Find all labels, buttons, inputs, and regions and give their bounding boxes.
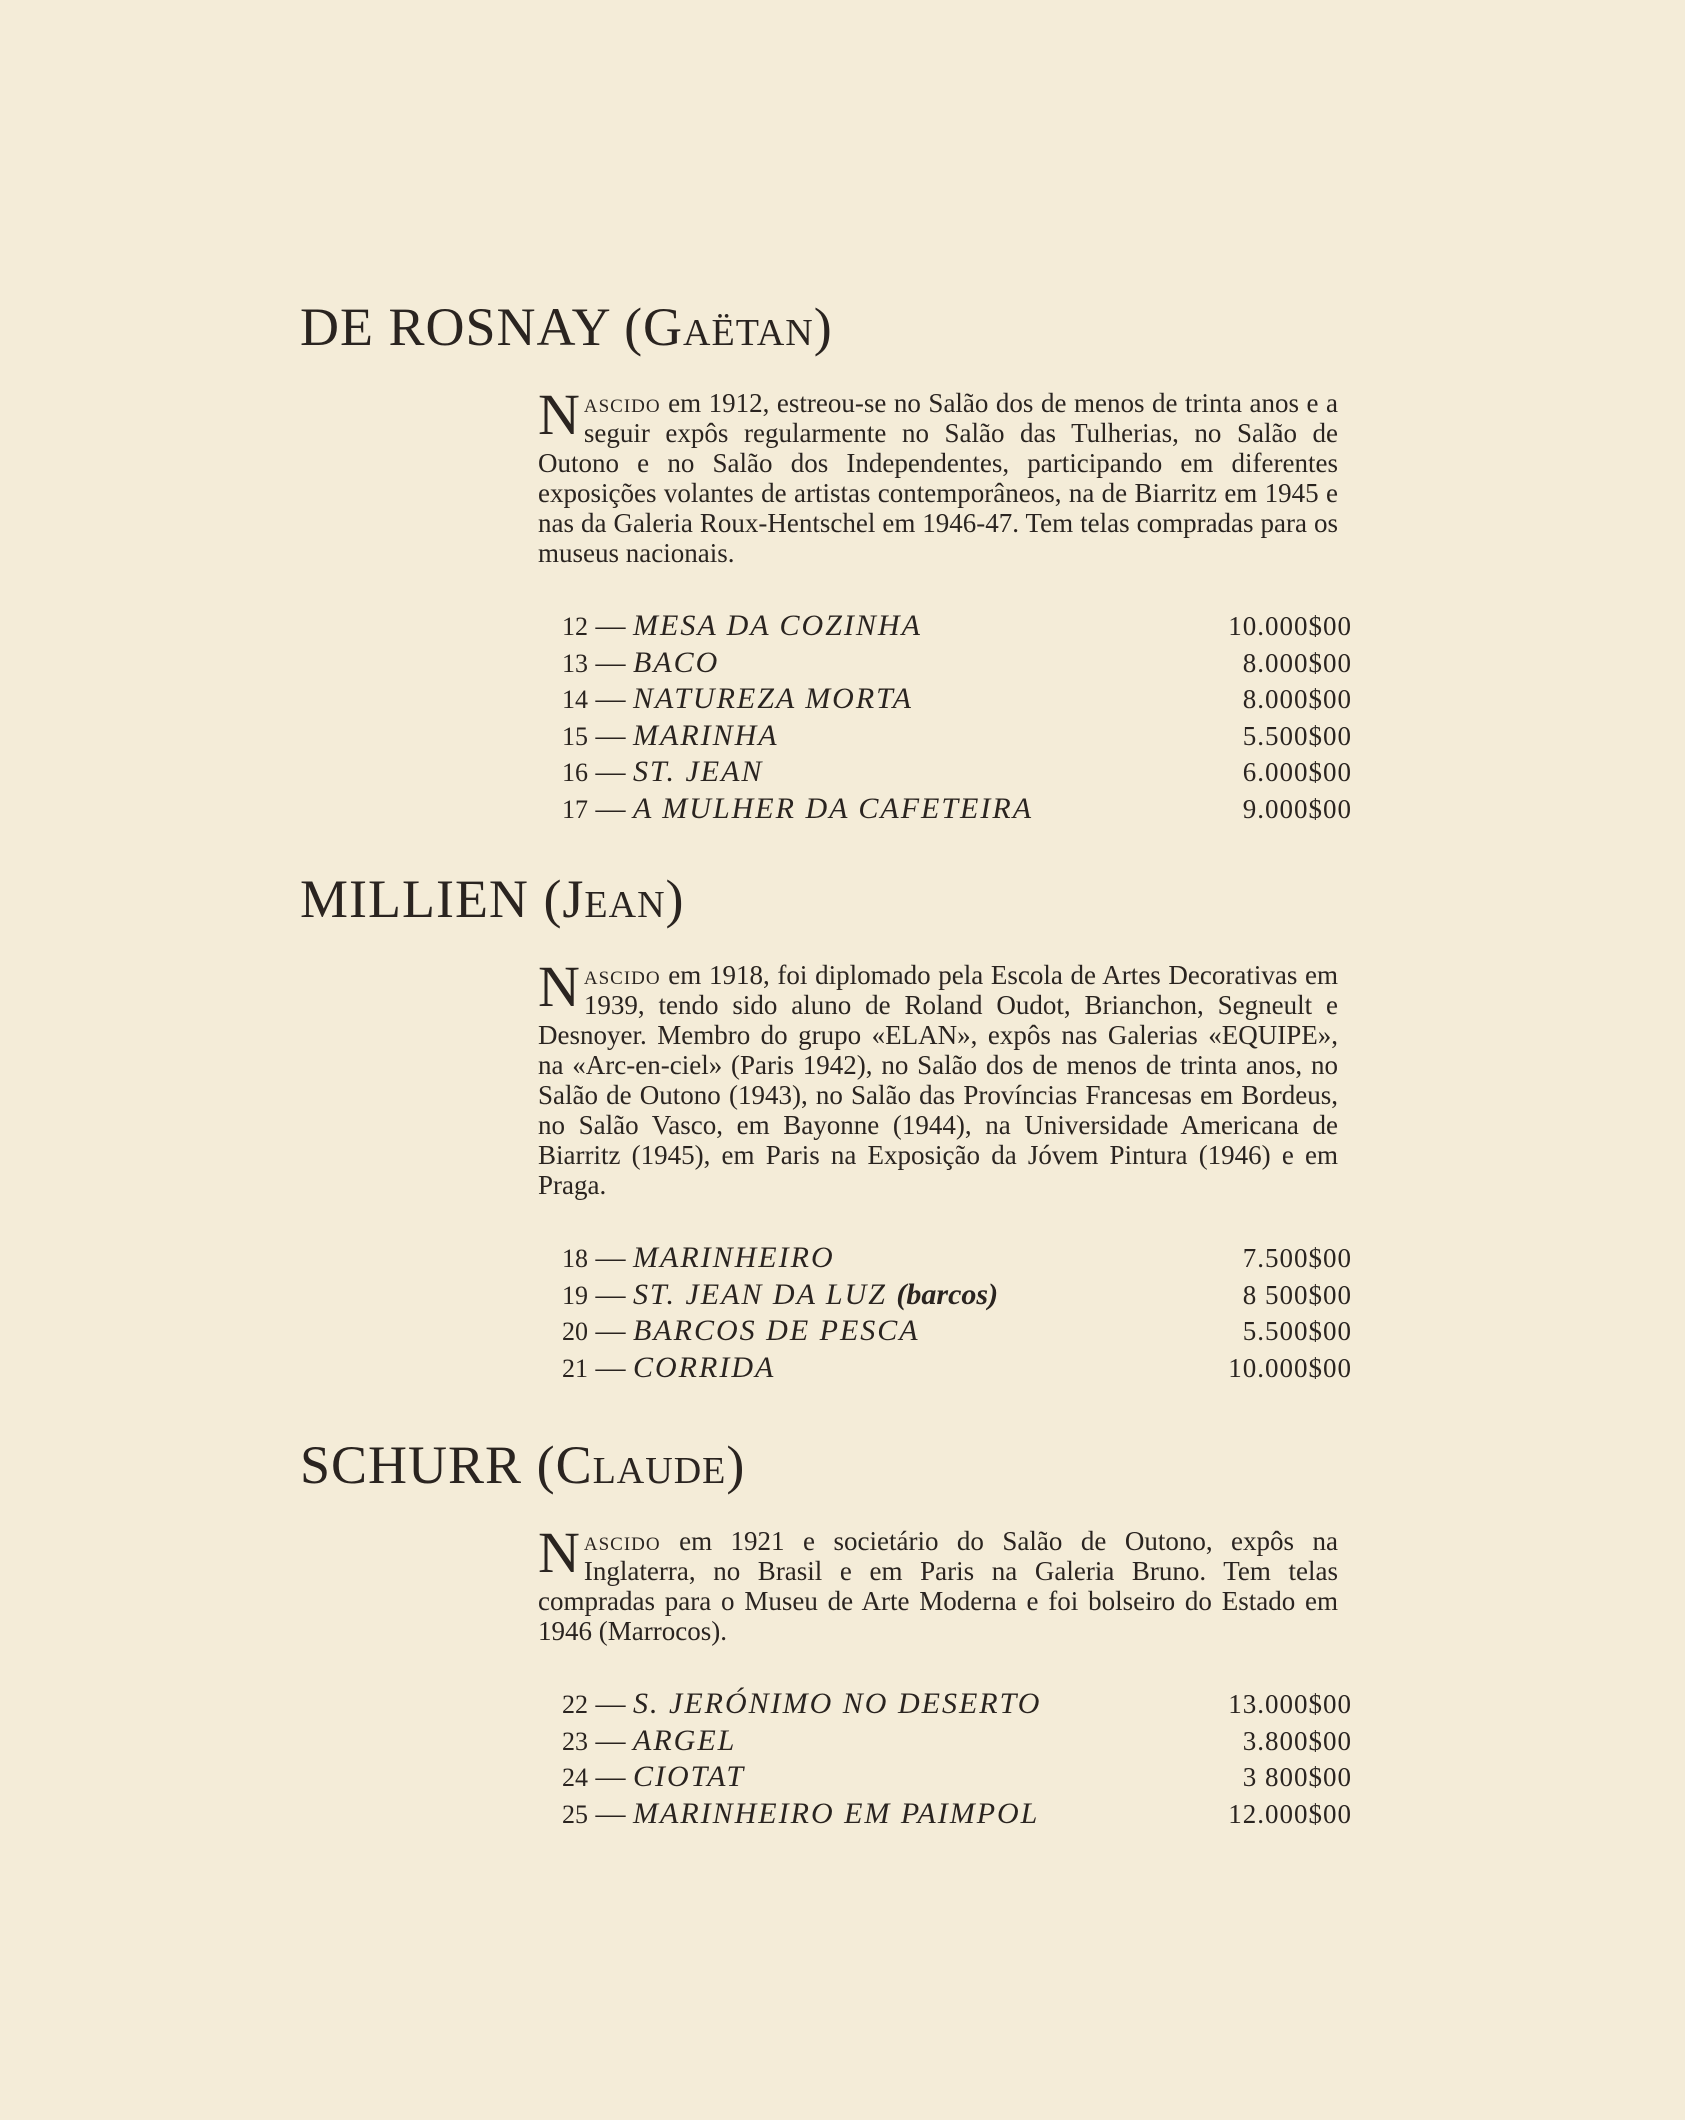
- work-price: 5.500$00: [1242, 1316, 1352, 1346]
- works-list: [562, 1240, 1352, 1386]
- works-list: [562, 1686, 1352, 1832]
- work-title: BARCOS DE PESCA: [633, 1314, 920, 1347]
- work-price: 8.000$00: [1242, 647, 1352, 678]
- bio-text: em 1921 e societário do Salão de Outono, expôs na Inglaterra, no Brasil e em Paris na Galeria Bruno. Tem telas compradas para o Museu de Arte Moderna e foi bolseiro do Estado em 1946 (Marrocos).: [538, 1526, 1338, 1646]
- artist-surname: SCHURR: [300, 1435, 523, 1495]
- bio-lead-word: ascido: [583, 1526, 661, 1556]
- work-row: 14 — NATUREZA MORTA 8.000$00: [562, 681, 1352, 718]
- artist-surname: DE ROSNAY: [300, 297, 610, 357]
- work-title: BACO: [633, 645, 720, 679]
- work-title: ST. JEAN DA LUZ: [633, 1277, 887, 1311]
- work-title: CIOTAT: [633, 1760, 746, 1793]
- artist-biography: [538, 382, 1338, 568]
- artist-section-de-rosnay: [300, 297, 1360, 827]
- work-number: 20: [562, 1317, 588, 1346]
- work-number: 12: [562, 612, 588, 641]
- work-number: 16: [562, 758, 588, 787]
- work-title: A MULHER DA CAFETEIRA: [633, 791, 1034, 825]
- work-number: 21: [562, 1353, 588, 1383]
- work-row: 25 — MARINHEIRO EM PAIMPOL 12.000$00: [562, 1796, 1352, 1833]
- work-row: 21 — CORRIDA 10.000$00: [562, 1350, 1352, 1387]
- work-row: 18 — MARINHEIRO 7.500$00: [562, 1240, 1352, 1277]
- work-title: MESA DA COZINHA: [633, 609, 922, 642]
- work-price: 8.000$00: [1242, 684, 1352, 714]
- drop-cap: N: [538, 382, 580, 447]
- work-row: 23 — ARGEL 3.800$00: [562, 1723, 1352, 1760]
- work-number: 13: [562, 648, 588, 678]
- work-price: 12.000$00: [1228, 1798, 1352, 1829]
- work-title: ST. JEAN: [633, 755, 764, 788]
- work-title: MARINHEIRO EM PAIMPOL: [633, 1796, 1040, 1830]
- artist-surname: MILLIEN: [300, 869, 529, 929]
- drop-cap: N: [538, 1520, 580, 1585]
- artist-biography: [538, 954, 1338, 1200]
- artist-section-schurr: [300, 1435, 1360, 1832]
- work-number: 24: [562, 1763, 588, 1792]
- drop-cap: N: [538, 954, 580, 1019]
- work-price: 10.000$00: [1228, 611, 1352, 641]
- work-number: 15: [562, 721, 588, 751]
- work-title: NATUREZA MORTA: [633, 682, 913, 715]
- work-row: 17 — A MULHER DA CAFETEIRA 9.000$00: [562, 791, 1352, 828]
- work-title: CORRIDA: [633, 1350, 776, 1384]
- work-price: 10.000$00: [1228, 1352, 1352, 1383]
- work-number: 23: [562, 1726, 588, 1756]
- artist-heading: [300, 869, 1360, 929]
- artist-given-name: (Gaëtan): [624, 297, 833, 357]
- work-number: 22: [562, 1690, 588, 1719]
- artist-section-millien: [300, 869, 1360, 1386]
- artist-heading: [300, 297, 1360, 357]
- work-title: MARINHEIRO: [633, 1241, 835, 1274]
- work-row: 22 — S. JERÓNIMO NO DESERTO 13.000$00: [562, 1686, 1352, 1723]
- work-row: 19 — ST. JEAN DA LUZ (barcos) 8 500$00: [562, 1277, 1352, 1314]
- work-price: 5.500$00: [1242, 720, 1352, 751]
- work-price: 3.800$00: [1242, 1725, 1352, 1756]
- work-row: 24 — CIOTAT 3 800$00: [562, 1759, 1352, 1796]
- work-number: 19: [562, 1280, 588, 1310]
- work-row: 12 — MESA DA COZINHA 10.000$00: [562, 608, 1352, 645]
- work-number: 25: [562, 1799, 588, 1829]
- artist-biography: [538, 1520, 1338, 1646]
- work-row: 20 — BARCOS DE PESCA 5.500$00: [562, 1313, 1352, 1350]
- bio-text: em 1918, foi diplomado pela Escola de Artes Decorativas em 1939, tendo sido aluno de Roland Oudot, Brianchon, Segneult e Desnoyer. Membro do grupo «ELAN», expôs nas Galerias «EQUIPE», na «Arc-en-ciel» (Paris 1942), no Salão dos de menos de trinta anos, no Salão de Outono (1943), no Salão das Províncias Francesas em Bordeus, no Salão Vasco, em Bayonne (1944), na Universidade Americana de Biarritz (1945), em Paris na Exposição da Jóvem Pintura (1946) e em Praga.: [538, 960, 1338, 1200]
- work-price: 9.000$00: [1242, 793, 1352, 824]
- artist-given-name: (Claude): [536, 1435, 746, 1495]
- work-price: 6.000$00: [1242, 757, 1352, 787]
- work-title: S. JERÓNIMO NO DESERTO: [633, 1687, 1042, 1720]
- work-price: 13.000$00: [1228, 1689, 1352, 1719]
- bio-lead-word: ascido: [583, 388, 661, 418]
- work-row: 13 — BACO 8.000$00: [562, 645, 1352, 682]
- work-row: 16 — ST. JEAN 6.000$00: [562, 754, 1352, 791]
- work-title: MARINHA: [633, 718, 779, 752]
- work-price: 7.500$00: [1242, 1243, 1352, 1273]
- work-number: 14: [562, 685, 588, 714]
- work-note: (barcos): [896, 1277, 999, 1311]
- work-price: 3 800$00: [1242, 1762, 1352, 1792]
- works-list: [562, 608, 1352, 827]
- bio-lead-word: ascido: [583, 960, 661, 990]
- work-price: 8 500$00: [1242, 1279, 1352, 1310]
- work-row: 15 — MARINHA 5.500$00: [562, 718, 1352, 755]
- work-number: 17: [562, 794, 588, 824]
- artist-given-name: (Jean): [543, 869, 685, 929]
- artist-heading: [300, 1435, 1360, 1495]
- bio-text: em 1912, estreou-se no Salão dos de menos de trinta anos e a seguir expôs regularmente no Salão das Tulherias, no Salão de Outono e no Salão dos Independentes, participando em diferentes exposições volantes de artistas contemporâneos, na de Biarritz em 1945 e nas da Galeria Roux-Hentschel em 1946-47. Tem telas compradas para os museus nacionais.: [538, 388, 1338, 568]
- work-number: 18: [562, 1244, 588, 1273]
- work-title: ARGEL: [633, 1723, 737, 1757]
